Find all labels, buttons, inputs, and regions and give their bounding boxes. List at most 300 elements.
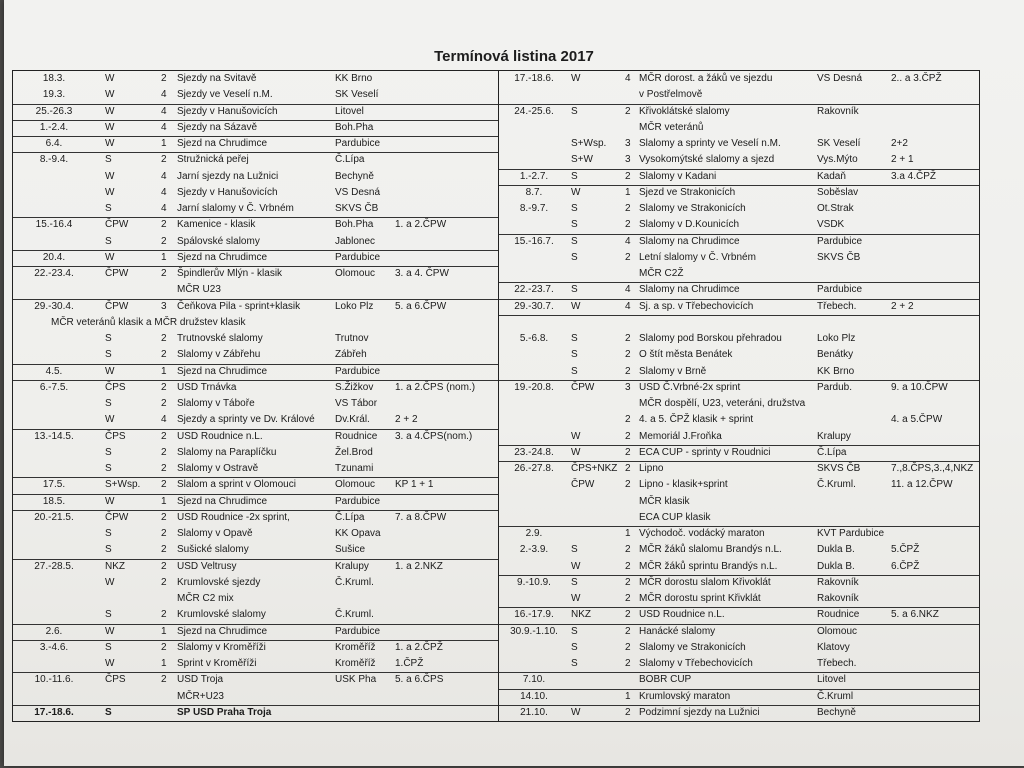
- event-date: 29.-30.7.: [514, 300, 554, 312]
- organizer: Kadaň: [817, 170, 846, 182]
- schedule-row: [499, 429, 979, 446]
- event-name: Sjezdy na Svitavě: [177, 73, 257, 84]
- race-count: 1: [161, 495, 167, 507]
- race-count: 2: [625, 641, 631, 653]
- race-count: 4: [625, 235, 631, 247]
- schedule-row: [499, 201, 979, 217]
- event-date: 22.-23.7.: [514, 284, 554, 296]
- event-type: W: [105, 414, 115, 426]
- event-name: Lipno: [639, 463, 664, 474]
- schedule-row: [13, 575, 498, 591]
- organizer: KVT Pardubice: [817, 528, 885, 539]
- schedule-row: [499, 607, 979, 624]
- event-name: Sjezdy v Hanušovicích: [177, 186, 278, 198]
- race-count: 2: [161, 381, 167, 393]
- event-type: S: [105, 528, 112, 539]
- race-count: 2: [161, 576, 167, 588]
- schedule-row: [499, 656, 979, 673]
- race-count: 4: [161, 121, 167, 133]
- race-count: 2: [625, 333, 631, 344]
- event-type: ČPS: [105, 430, 126, 442]
- organizer: SKVS ČB: [335, 203, 379, 214]
- schedule-row: [499, 591, 979, 608]
- schedule-row: [499, 510, 979, 527]
- event-name: MČR C2Ž: [639, 268, 684, 279]
- ranking-note: 5. a 6.ČPS: [395, 674, 444, 686]
- event-type: S: [105, 398, 112, 409]
- event-type: W: [105, 121, 115, 133]
- organizer: Rakovník: [817, 593, 859, 604]
- event-date: 15.-16.7.: [514, 235, 554, 247]
- event-type: W: [105, 89, 115, 101]
- organizer: Benátky: [817, 349, 854, 361]
- organizer: S.Žižkov: [335, 381, 374, 393]
- ranking-note: 1. a 2.NKZ: [395, 560, 443, 572]
- event-name: Sjezd na Chrudimce: [177, 365, 268, 377]
- race-count: 3: [161, 300, 167, 312]
- schedule-row: [499, 542, 979, 558]
- event-name: Slalomy v Ostravě: [177, 463, 259, 474]
- organizer: Rakovník: [817, 105, 859, 117]
- race-count: 2: [625, 463, 631, 474]
- race-count: 1: [625, 186, 631, 198]
- ranking-note: 3.a 4.ČPŽ: [891, 170, 937, 182]
- event-name: ECA CUP - sprinty v Roudnici: [639, 446, 771, 458]
- event-name: USD Trnávka: [177, 381, 237, 393]
- schedule-row: [499, 120, 979, 136]
- event-name: Sjezdy a sprinty ve Dv. Králové: [177, 414, 315, 426]
- event-type: W: [105, 105, 115, 117]
- event-type: W: [571, 560, 581, 572]
- schedule-row: [13, 87, 498, 104]
- organizer: Rakovník: [817, 576, 859, 588]
- schedule-row: [13, 136, 498, 153]
- event-name: Slalomy na Chrudimce: [639, 284, 740, 296]
- event-type: S: [571, 658, 578, 669]
- event-type: S: [105, 641, 112, 653]
- organizer: Č.Lípa: [817, 446, 847, 458]
- race-count: 2: [625, 203, 631, 214]
- event-name: Jarní slalomy v Č. Vrbném: [177, 203, 294, 214]
- event-type: ČPW: [571, 381, 595, 393]
- event-name: Křivoklátské slalomy: [639, 105, 730, 117]
- event-type: S: [571, 544, 578, 556]
- ranking-note: 1. a 2.ČPW: [395, 219, 447, 231]
- event-name: USD Roudnice -2x sprint,: [177, 511, 290, 523]
- event-type: W: [105, 625, 115, 637]
- event-type: S: [571, 576, 578, 588]
- race-count: 1: [161, 365, 167, 377]
- schedule-row: [499, 380, 979, 396]
- event-name: Sprint v Kroměříži: [177, 658, 257, 669]
- event-type: S+Wsp.: [105, 479, 141, 491]
- schedule-row: [13, 705, 498, 721]
- event-type: S: [105, 544, 112, 556]
- left-column: [13, 71, 499, 721]
- schedule-row: [499, 152, 979, 169]
- event-name: v Postřelmově: [639, 89, 703, 101]
- event-name: Východoč. vodácký maraton: [639, 528, 765, 539]
- event-name: Sušické slalomy: [177, 544, 249, 556]
- event-name: Memoriál J.Froňka: [639, 430, 722, 442]
- race-count: 1: [625, 690, 631, 702]
- organizer: Jablonec: [335, 235, 376, 247]
- event-date: 18.3.: [42, 73, 66, 84]
- organizer: Litovel: [335, 105, 364, 117]
- race-count: 3: [625, 154, 631, 166]
- race-count: 4: [161, 203, 167, 214]
- event-date: 3.-4.6.: [39, 641, 69, 653]
- event-type: S: [571, 219, 578, 231]
- race-count: 2: [625, 105, 631, 117]
- event-date: 10.-11.6.: [34, 674, 74, 686]
- schedule-row: [13, 185, 498, 201]
- event-type: W: [105, 138, 115, 149]
- organizer: Olomouc: [335, 268, 376, 279]
- schedule-row: [13, 672, 498, 688]
- right-column: [499, 71, 979, 721]
- ranking-note: 2+2: [891, 138, 908, 149]
- event-date: 20.-21.5.: [34, 511, 74, 523]
- event-date: 18.5.: [42, 495, 66, 507]
- schedule-row: [499, 315, 979, 331]
- organizer: Roudnice: [817, 609, 860, 621]
- event-name: USD Roudnice n.L.: [177, 430, 263, 442]
- event-type: W: [105, 495, 115, 507]
- event-type: S: [571, 349, 578, 361]
- event-date: 13.-14.5.: [34, 430, 74, 442]
- document-page: [4, 0, 1024, 766]
- event-name: Sjezdy v Hanušovicích: [177, 105, 278, 117]
- event-name: Sjezd na Chrudimce: [177, 138, 268, 149]
- schedule-row: [13, 542, 498, 559]
- race-count: 2: [625, 625, 631, 637]
- schedule-row: [499, 169, 979, 186]
- organizer: Dukla B.: [817, 560, 855, 572]
- event-name: Stružnická peřej: [177, 154, 249, 166]
- organizer: Kralupy: [335, 560, 369, 572]
- event-name: Špindlerův Mlýn - klasik: [177, 268, 283, 279]
- race-count: 2: [161, 398, 167, 409]
- event-date: 25.-26.3: [35, 105, 73, 117]
- event-type: W: [105, 73, 115, 84]
- event-name: MČR dospělí, U23, veteráni, družstva: [639, 398, 806, 409]
- event-date: 4.5.: [45, 365, 63, 377]
- event-date: 30.9.-1.10.: [510, 625, 558, 637]
- event-type: S: [105, 609, 112, 621]
- schedule-row: [499, 672, 979, 689]
- race-count: 4: [161, 186, 167, 198]
- event-date: 17.-18.6.: [514, 73, 554, 84]
- event-name: Kamenice - klasik: [177, 219, 256, 231]
- race-count: 2: [625, 479, 631, 491]
- event-type: S: [571, 170, 578, 182]
- event-name: Krumlovské sjezdy: [177, 576, 261, 588]
- event-name: Krumlovský maraton: [639, 690, 731, 702]
- event-date: 8.-9.7.: [519, 203, 549, 214]
- race-count: 1: [161, 251, 167, 263]
- organizer: Č.Kruml.: [335, 609, 374, 621]
- ranking-note: 2 + 2: [891, 300, 914, 312]
- schedule-row: [499, 412, 979, 428]
- organizer: Soběslav: [817, 186, 859, 198]
- schedule-row: [499, 689, 979, 706]
- event-date: 15.-16.4: [35, 219, 73, 231]
- race-count: 4: [625, 300, 631, 312]
- race-count: 2: [161, 674, 167, 686]
- race-count: 1: [161, 138, 167, 149]
- race-count: 2: [161, 609, 167, 621]
- event-name: Lipno - klasik+sprint: [639, 479, 728, 491]
- event-type: ČPW: [105, 268, 129, 279]
- event-date: 1.-2.4.: [39, 121, 69, 133]
- schedule-row: [499, 217, 979, 234]
- race-count: 2: [625, 349, 631, 361]
- event-date: 19.3.: [42, 89, 66, 101]
- organizer: VS Desná: [817, 73, 863, 84]
- event-name: MČR klasik: [639, 495, 690, 507]
- race-count: 2: [161, 154, 167, 166]
- organizer: Třebech.: [817, 300, 857, 312]
- event-name: Slalomy na Paraplíčku: [177, 446, 277, 458]
- ranking-note: 5.ČPŽ: [891, 544, 920, 556]
- ranking-note: 5. a 6.NKZ: [891, 609, 939, 621]
- organizer: Kroměříž: [335, 658, 376, 669]
- organizer: Č.Kruml: [817, 690, 854, 702]
- race-count: 2: [625, 170, 631, 182]
- ranking-note: 7. a 8.ČPW: [395, 511, 447, 523]
- event-type: W: [571, 186, 581, 198]
- event-date: 17.-18.6.: [34, 706, 74, 718]
- event-date: 1.-2.7.: [519, 170, 549, 182]
- event-date: 6.-7.5.: [39, 381, 69, 393]
- schedule-row: [13, 169, 498, 185]
- schedule-row: [499, 445, 979, 462]
- event-date: 8.7.: [525, 186, 543, 198]
- race-count: 2: [161, 528, 167, 539]
- schedule-row: [13, 656, 498, 673]
- race-count: 2: [161, 560, 167, 572]
- event-name: Slalomy v Opavě: [177, 528, 253, 539]
- organizer: Pardubice: [817, 235, 863, 247]
- ranking-note: 5. a 6.ČPW: [395, 300, 447, 312]
- schedule-row: [13, 152, 498, 168]
- schedule-row: [13, 445, 498, 461]
- race-count: 2: [161, 333, 167, 344]
- schedule-row: [13, 396, 498, 412]
- race-count: 4: [161, 89, 167, 101]
- organizer: Klatovy: [817, 641, 850, 653]
- organizer: Č.Lípa: [335, 511, 365, 523]
- event-date: 2.9.: [525, 528, 543, 539]
- race-count: 2: [625, 658, 631, 669]
- event-name: Sjezdy na Sázavě: [177, 121, 258, 133]
- schedule-row: [13, 120, 498, 137]
- organizer: Sušice: [335, 544, 366, 556]
- event-date: 6.4.: [45, 138, 63, 149]
- event-type: W: [571, 706, 581, 718]
- organizer: SKVS ČB: [817, 251, 861, 263]
- ranking-note: 1. a 2.ČPŽ: [395, 641, 443, 653]
- ranking-note: 3. a 4.ČPS(nom.): [395, 430, 473, 442]
- organizer: Č.Lípa: [335, 154, 365, 166]
- event-name: ECA CUP klasik: [639, 511, 711, 523]
- organizer: Pardubice: [335, 251, 381, 263]
- event-type: S: [571, 641, 578, 653]
- ranking-note: 6.ČPŽ: [891, 560, 920, 572]
- race-count: 2: [625, 219, 631, 231]
- event-name: Čeňkova Pila - sprint+klasik: [177, 300, 301, 312]
- schedule-row: [499, 559, 979, 576]
- event-name: Krumlovské slalomy: [177, 609, 266, 621]
- event-date: 7.10.: [522, 674, 546, 686]
- schedule-row: [499, 87, 979, 104]
- race-count: 2: [625, 609, 631, 621]
- schedule-row: [13, 510, 498, 526]
- organizer: Litovel: [817, 674, 846, 686]
- organizer: Ot.Strak: [817, 203, 854, 214]
- organizer: Žel.Brod: [335, 446, 373, 458]
- organizer: Dukla B.: [817, 544, 855, 556]
- event-name: Slalomy v D.Kounicích: [639, 219, 740, 231]
- organizer: Boh.Pha: [335, 121, 374, 133]
- event-name: Slalomy v Třebechovicích: [639, 658, 753, 669]
- event-name: MČR C2 mix: [177, 593, 234, 604]
- organizer: VS Desná: [335, 186, 381, 198]
- event-name: Sjezdy ve Veselí n.M.: [177, 89, 273, 101]
- organizer: KK Opava: [335, 528, 381, 539]
- race-count: 2: [625, 560, 631, 572]
- ranking-note: KP 1 + 1: [395, 479, 434, 491]
- event-name: MČR žáků sprintu Brandýs n.L.: [639, 560, 778, 572]
- schedule-row: [13, 201, 498, 218]
- event-date: 9.-10.9.: [517, 576, 551, 588]
- event-name: 4. a 5. ČPŽ klasik + sprint: [639, 414, 754, 426]
- schedule-row: [499, 234, 979, 250]
- race-count: 2: [625, 593, 631, 604]
- event-name: Slalomy a sprinty ve Veselí n.M.: [639, 138, 781, 149]
- organizer: SKVS ČB: [817, 463, 861, 474]
- event-name: BOBR CUP: [639, 674, 692, 686]
- event-date: 27.-28.5.: [34, 560, 74, 572]
- organizer: Olomouc: [817, 625, 858, 637]
- schedule-row: [13, 331, 498, 347]
- race-count: 2: [625, 544, 631, 556]
- event-type: W: [105, 186, 115, 198]
- organizer: Pardubice: [335, 625, 381, 637]
- event-name: MČR dorostu slalom Křivoklát: [639, 576, 771, 588]
- event-date: 23.-24.8.: [514, 446, 554, 458]
- schedule-row: [13, 591, 498, 607]
- schedule-row: [499, 575, 979, 591]
- event-date: 2.-3.9.: [519, 544, 549, 556]
- schedule-row: [499, 705, 979, 721]
- schedule-row: [13, 689, 498, 706]
- race-count: 2: [625, 365, 631, 377]
- race-count: 2: [625, 706, 631, 718]
- event-name: Letní slalomy v Č. Vrbném: [639, 251, 756, 263]
- event-name: Slalomy v Kadani: [639, 170, 717, 182]
- schedule-row: [13, 624, 498, 641]
- organizer: Zábřeh: [335, 349, 367, 361]
- schedule-row: [499, 396, 979, 412]
- race-count: 1: [161, 658, 167, 669]
- event-name: MČR žáků slalomu Brandýs n.L.: [639, 544, 782, 556]
- organizer: Olomouc: [335, 479, 376, 491]
- schedule-row: [13, 250, 498, 267]
- event-type: S: [105, 154, 112, 166]
- event-name: Slalomy na Chrudimce: [639, 235, 740, 247]
- schedule-row: [13, 380, 498, 396]
- race-count: 2: [625, 576, 631, 588]
- event-name: Sjezd na Chrudimce: [177, 251, 268, 263]
- event-date: 20.4.: [42, 251, 66, 263]
- event-date: 29.-30.4.: [34, 300, 74, 312]
- organizer: Loko Plz: [335, 300, 374, 312]
- organizer: Vys.Mýto: [817, 154, 858, 166]
- organizer: Pardubice: [335, 365, 381, 377]
- event-type: W: [571, 300, 581, 312]
- organizer: VS Tábor: [335, 398, 378, 409]
- event-name: Slalomy v Kroměříži: [177, 641, 266, 653]
- race-count: 2: [625, 414, 631, 426]
- race-count: 2: [161, 641, 167, 653]
- organizer: Kralupy: [817, 430, 851, 442]
- organizer: SK Veselí: [817, 138, 861, 149]
- event-type: S: [105, 463, 112, 474]
- event-name: MČR+U23: [177, 690, 224, 702]
- event-type: S+W: [571, 154, 593, 166]
- schedule-table: [12, 70, 980, 722]
- schedule-row: [13, 477, 498, 494]
- schedule-row: [13, 282, 498, 299]
- schedule-row: [13, 347, 498, 364]
- race-count: 2: [161, 544, 167, 556]
- race-count: 1: [625, 528, 631, 539]
- race-count: 3: [625, 138, 631, 149]
- organizer: Pardubice: [335, 138, 381, 149]
- race-count: 2: [161, 430, 167, 442]
- event-type: S: [105, 203, 112, 214]
- event-type: W: [105, 365, 115, 377]
- schedule-row: [499, 640, 979, 656]
- schedule-row: [499, 250, 979, 266]
- organizer: Loko Plz: [817, 333, 856, 344]
- organizer: Dv.Král.: [335, 414, 370, 426]
- race-count: 4: [161, 170, 167, 182]
- race-count: 2: [161, 463, 167, 474]
- event-date: 14.10.: [520, 690, 548, 702]
- event-type: W: [105, 576, 115, 588]
- ranking-note: 1. a 2.ČPS (nom.): [395, 381, 476, 393]
- event-name: Hanácké slalomy: [639, 625, 716, 637]
- event-name: O štít města Benátek: [639, 349, 733, 361]
- race-count: 2: [625, 430, 631, 442]
- event-type: S: [571, 333, 578, 344]
- event-type: W: [571, 73, 581, 84]
- schedule-row: [499, 185, 979, 201]
- event-name: USD Veltrusy: [177, 560, 237, 572]
- race-count: 2: [161, 349, 167, 361]
- event-name: MČR dorostu sprint Křivklát: [639, 593, 761, 604]
- event-type: ČPW: [105, 511, 129, 523]
- organizer: Pardubice: [335, 495, 381, 507]
- organizer: Trutnov: [335, 333, 369, 344]
- schedule-row: [499, 494, 979, 510]
- race-count: 2: [161, 511, 167, 523]
- event-name: Slalomy pod Borskou přehradou: [639, 333, 782, 344]
- event-name: USD Troja: [177, 674, 224, 686]
